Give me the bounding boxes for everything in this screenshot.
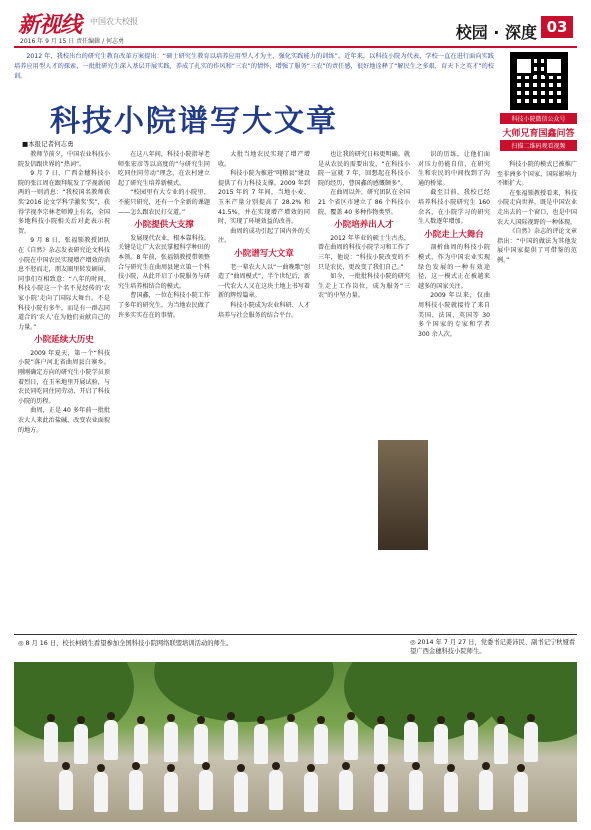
paragraph: 《自然》杂志的评论文章指出：“中国的做法为其他发展中国家提供了可借鉴的范例。” xyxy=(497,228,577,264)
paragraph: 9 月 8 日，张福锁教授团队在《自然》杂志发表研究论文科技小院在中国农民实现增产增效的消息不胫而走，朋友圈里转发刷屏，同事们互相致意：“八年的时间，科技小院这一个名不见经传的‘农家小院’走向了国际大舞台。不是科技小院有多牛，而是有一群志同道合的‘农人’在为他们贡献自己的力量。” xyxy=(18,237,110,331)
tree-shape xyxy=(154,662,334,722)
person-figure xyxy=(339,770,353,810)
person-figure xyxy=(314,724,328,764)
photo-caption-left: ◎ 8 月 16 日，校长柯炳生看望参加全国科技小院网络联盟培训活动的师生。 xyxy=(18,640,233,647)
section-title: 校园 · 深度 xyxy=(455,23,537,42)
person-figure xyxy=(514,772,528,812)
person-figure xyxy=(199,770,213,810)
paragraph: 剖析曲周的科技小院模式，作为中国农业实现绿色发展的一种有效途径，这一模式正在被越来越多的国家关注。 xyxy=(418,244,490,290)
person-figure xyxy=(404,722,418,762)
person-figure xyxy=(409,770,423,810)
paragraph: 截至目前，我校已经培养科技小院研究生 160 余名，在小院学习的研究生人数逐年增加。 xyxy=(418,189,490,226)
person-figure xyxy=(94,772,108,812)
paragraph: 9 月 7 日，广西金穗科技小院的张江周在跟拜航发了学视新闻两的一则消息：“我校国名教师获奖‘2016 论文学科学激奖’奖”，获得学视李宗林老师博上有名，全国多地科技小院相关后对此表示祝贺。 xyxy=(18,170,110,235)
paragraph: 在曲周以外，研究团队在全国 21 个省区市建立了 86 个科技小院，覆盖 40 多种作物类型。 xyxy=(318,189,410,216)
person-figure xyxy=(494,724,508,764)
paragraph: 2009 年夏天，第一个“科技小院”落户河北省曲周县白寨乡。刚刚确定方向的研究生小院学员顶着烈日，在玉米地里开展试验，与农民同吃同住同劳动，开启了科技小院的历程。 xyxy=(18,349,110,405)
person-figure xyxy=(344,720,358,760)
person-figure xyxy=(164,772,178,812)
article-column-3 xyxy=(218,150,310,630)
headline: 科技小院谱写大文章 xyxy=(50,104,338,139)
person-figure xyxy=(374,772,388,812)
article-column-2 xyxy=(118,150,210,630)
subheading: 小院提供大支撑 xyxy=(134,220,194,231)
masthead-rule xyxy=(14,46,577,48)
person-figure xyxy=(224,720,238,760)
paragraph: 发展现代农业，根本靠科技。关键是让广大农民掌握科学种田的本领。8 年前，张福锁教授带领整合与研究生在曲周县建立第一个科技小院，从此开启了小院服务与研究生培养相结合的模式。 xyxy=(118,234,210,290)
paragraph: 大批当地农民实现了增产增收。 xyxy=(218,151,310,168)
person-figure xyxy=(194,724,208,764)
paragraph: 2012 年毕业的硕士生古杰，曾在曲周的科技小院学习和工作了三年，他说：“科技小院改变的不只是农民，更改变了我们自己。” xyxy=(318,234,410,271)
person-figure xyxy=(44,722,58,762)
masthead-logo: 新视线 xyxy=(18,13,82,38)
paragraph: 在这八年间，科技小院指导老师张宏彦等以高度的“与研究生同吃同住同劳动”理念，在农村建立起了研究生培养新模式。 xyxy=(118,151,210,187)
article-column-1 xyxy=(18,150,110,630)
masthead-subtitle: 中国农大校报 xyxy=(90,17,138,26)
dateline: 2016 年 9 月 15 日 责任编辑 / 何志勇 xyxy=(20,38,125,45)
paragraph: 科技小院为推进“吨粮县”建设提供了有力科技支撑。2009 年到 2015 年的 7 年间，当地小麦、玉米产量分别提高了 28.2% 和 41.5%，并在实现增产增效的同时，实现了环境效益的改善。 xyxy=(218,170,310,226)
person-figure xyxy=(479,770,493,810)
paragraph: 如今，一批批科技小院的研究生走上工作岗位，成为服务“三农”的中坚力量。 xyxy=(318,273,410,300)
person-figure xyxy=(59,770,73,810)
paragraph: 科技小院的模式已被推广至非洲多个国家，国际影响力不断扩大。 xyxy=(497,161,577,188)
person-figure xyxy=(269,770,283,810)
lede-paragraph xyxy=(14,52,494,94)
paragraph: 曲周的成功引起了国内外的关注。 xyxy=(218,227,310,245)
person-figure xyxy=(374,724,388,764)
article-column-4 xyxy=(318,150,410,630)
subheading: 小院走上大舞台 xyxy=(424,229,484,240)
paragraph: 老一辈农大人以“一曲晚歌”创造了“曲周模式”，半个世纪后，新一代农大人又在这块土地上书写着新的辉煌篇章。 xyxy=(218,263,310,300)
person-figure xyxy=(129,770,143,810)
person-figure xyxy=(434,724,448,764)
qr-code-icon[interactable] xyxy=(510,52,568,110)
photo-caption-bar xyxy=(14,634,577,655)
paragraph: 曹国鑫，一位在科技小院工作了多年的研究生，为当地农民做了许多实实在在的事情。 xyxy=(118,292,210,319)
paragraph: 在张福锁教授看来，科技小院走向世界，既是中国农业走出去的一个窗口，也是中国农大人国际视野的一种体现。 xyxy=(497,189,577,226)
byline: ■本报记者何志勇 xyxy=(22,140,74,148)
qr-block xyxy=(500,52,577,154)
person-figure xyxy=(164,722,178,762)
page-number: 03 xyxy=(541,16,573,38)
person-figure xyxy=(74,724,88,764)
subheading: 小院培养出人才 xyxy=(334,220,394,231)
photo-caption-right: ◎ 2014 年 7 月 27 日，党委书记姜沛民、副书记宁秋娅看望广西金穗科技小院师生。 xyxy=(410,639,576,655)
person-figure xyxy=(284,722,298,762)
article-column-6 xyxy=(497,160,577,640)
qr-label-account: 科技小院微信公众号 xyxy=(500,113,577,124)
group-photo xyxy=(14,662,577,822)
paragraph: 曲周，正是 40 多年前一批批农大人来此治盐碱、改变农业面貌的地方。 xyxy=(18,407,110,434)
qr-label-scan: 扫描二维码观看视频 xyxy=(500,140,577,151)
paragraph: 识的历练，让他们面对压力仍能自信，在研究生和农民的中间找到了沟通的桥梁。 xyxy=(418,151,490,187)
person-figure xyxy=(464,720,478,760)
person-figure xyxy=(304,772,318,812)
person-figure xyxy=(444,772,458,812)
qr-label-title: 大师兄育国鑫问答 xyxy=(502,129,575,139)
masthead xyxy=(14,6,577,44)
paragraph: 科技小院成为农业科研、人才培养与社会服务的结合平台。 xyxy=(218,301,310,319)
paragraph: 也让我的研究日标更明确。就是从农民的需要出发，“在科技小院一宣就 7 年，回想起在科技小院的经历，曹国鑫的感慨颇多”。 xyxy=(318,151,410,187)
person-figure xyxy=(134,724,148,764)
person-figure xyxy=(524,722,538,762)
person-figure xyxy=(234,772,248,812)
person-figure xyxy=(104,720,118,760)
subheading: 小院谱写大文章 xyxy=(234,248,294,259)
paragraph: 教师节前夕，中国农业科技小院发信跟世界的“热词”。 xyxy=(18,151,110,168)
tree-shape xyxy=(344,662,504,742)
subheading: 小院延续大历史 xyxy=(34,335,94,346)
lede-text: 2012 年，我校出台的研究生教育改革方案提出：“硕士研究生教育以培养应用型人才为主，强化实践能力的训练”。近年来，以科技小院为代表，学校一直在进行面向实践培养应用型人才的探索，一批批研究生深入基层开展实践，养成了扎实的作风和“三农”的情怀，增强了服务“三农”的责任感，很好地诠释了“解民生之多艰，育天下之英才”的校训。 xyxy=(14,53,494,80)
paragraph: 2009 年以来，仅曲周科技小院就接待了来自美国、法国、英国等 30 多个国家的专家和学者 300 余人次。 xyxy=(418,292,490,338)
paragraph: “校园里有大专业的小院里，不能只研究，还有一个全新的课题——怎么跟农民打交道。” xyxy=(118,189,210,216)
article-column-5 xyxy=(418,150,490,630)
person-figure xyxy=(254,724,268,764)
